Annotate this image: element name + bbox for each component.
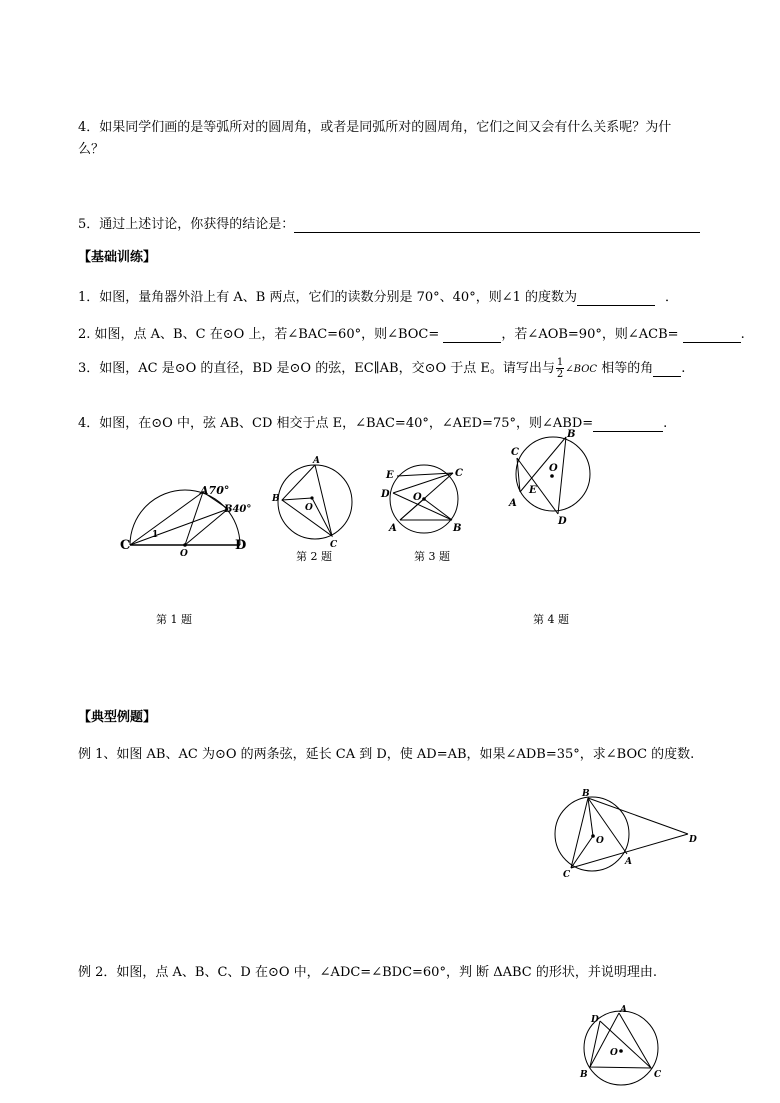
label-d: D: [558, 516, 567, 527]
basic-question-3-text: 3．如图，AC 是⊙O 的直径，BD 是⊙O 的弦，EC∥AB，交⊙O 于点 E。请写出与: [78, 361, 555, 376]
example-2-text: 例 2．如图，点 A、B、C、D 在⊙O 中，∠ADC=∠BDC=60°，判 断 ΔABC 的形状，并说明理由.: [78, 965, 658, 980]
basic-question-4-end: .: [663, 416, 668, 431]
basic-question-4-text: 4．如图，在⊙O 中，弦 AB、CD 相交于点 E，∠BAC=40°，∠AED=75°，则∠ABD=: [78, 416, 594, 431]
question-4-continuation: 么？: [78, 142, 105, 157]
section-basic-training: 【基础训练】: [78, 250, 157, 265]
answer-blank-3[interactable]: [653, 361, 681, 377]
label-d: D: [381, 489, 390, 500]
label-b: B: [272, 494, 280, 504]
label-o: O: [180, 549, 188, 559]
label-c: C: [511, 447, 519, 458]
answer-blank-2a[interactable]: [443, 327, 501, 343]
caption-figure-4: 第 4 题: [533, 613, 569, 626]
label-o: O: [596, 836, 604, 846]
protractor-arc: [130, 490, 240, 545]
label-a: A: [389, 523, 397, 534]
angle-boc: ∠BOC: [565, 364, 598, 375]
label-c: C: [330, 540, 338, 550]
label-c: C: [563, 870, 571, 880]
one-half-fraction: $\frac{1}{2}$: [556, 357, 564, 380]
center-o-dot: [183, 543, 187, 547]
circle-o: [390, 465, 458, 533]
question-5-text: 5．通过上述讨论，你获得的结论是：: [78, 217, 295, 232]
label-e: E: [529, 485, 537, 496]
example-1-text: 例 1、如图 AB、AC 为⊙O 的两条弦，延长 CA 到 D，使 AD=AB，如果∠ADB=35°，求∠BOC 的度数.: [78, 747, 695, 762]
basic-question-2-text-b: ，若∠AOB=90°，则∠ACB=: [501, 327, 679, 342]
label-d: D: [689, 835, 697, 845]
circle-o: [516, 437, 590, 511]
label-a70: A70°: [200, 484, 230, 497]
question-4-text: 4．如果同学们画的是等弧所对的圆周角，或者是同弧所对的圆周角，它们之间又会有什么关系呢？为什: [78, 120, 672, 135]
basic-question-2: [78, 323, 745, 343]
basic-question-2-text-a: 2. 如图，点 A、B、C 在⊙O 上，若∠BAC=60°，则∠BOC=: [78, 327, 440, 342]
circle-o: [555, 797, 629, 871]
label-b40: B40°: [224, 504, 252, 515]
basic-question-3-tail: 相等的角: [601, 361, 654, 376]
example-1: [78, 743, 694, 762]
label-o: O: [610, 1048, 618, 1058]
label-o: O: [549, 463, 558, 474]
basic-question-1-text: 1．如图，量角器外沿上有 A、B 两点，它们的读数分别是 70°、40°，则∠1 的度数为: [78, 290, 577, 305]
label-o: O: [305, 503, 313, 513]
label-b: B: [453, 523, 462, 534]
example-2: [78, 961, 657, 980]
question-5: [78, 213, 700, 233]
label-d: D: [591, 1015, 599, 1025]
label-c: C: [455, 468, 463, 479]
question-4: [78, 116, 672, 157]
label-d: D: [235, 538, 247, 553]
caption-figure-2: 第 2 题: [296, 550, 332, 563]
answer-blank-4[interactable]: [593, 416, 663, 432]
label-a: A: [625, 857, 632, 867]
caption-figure-1: 第 1 题: [156, 613, 192, 626]
answer-blank-1[interactable]: [577, 290, 655, 306]
caption-figure-3: 第 3 题: [414, 550, 450, 563]
label-o: O: [413, 492, 422, 503]
basic-question-3-end: .: [681, 361, 686, 376]
label-c: C: [654, 1070, 662, 1080]
label-e: E: [386, 470, 394, 481]
label-b: B: [582, 789, 590, 799]
basic-question-4: [78, 412, 667, 432]
answer-blank-2b[interactable]: [683, 327, 741, 343]
circle-o: [278, 465, 352, 539]
label-a: A: [313, 456, 320, 466]
basic-question-1: [78, 286, 678, 306]
label-a: A: [620, 1005, 627, 1015]
basic-question-1-end: ．: [665, 290, 679, 305]
label-angle-1: 1: [152, 530, 159, 540]
basic-question-2-end: .: [740, 327, 745, 342]
label-a: A: [509, 498, 517, 509]
label-b: B: [567, 429, 576, 440]
label-c: C: [120, 538, 131, 553]
basic-question-3: [78, 357, 685, 380]
label-b: B: [580, 1070, 588, 1080]
circle-o: [584, 1011, 658, 1085]
conclusion-blank[interactable]: [294, 217, 700, 233]
section-typical-examples: 【典型例题】: [78, 710, 157, 725]
